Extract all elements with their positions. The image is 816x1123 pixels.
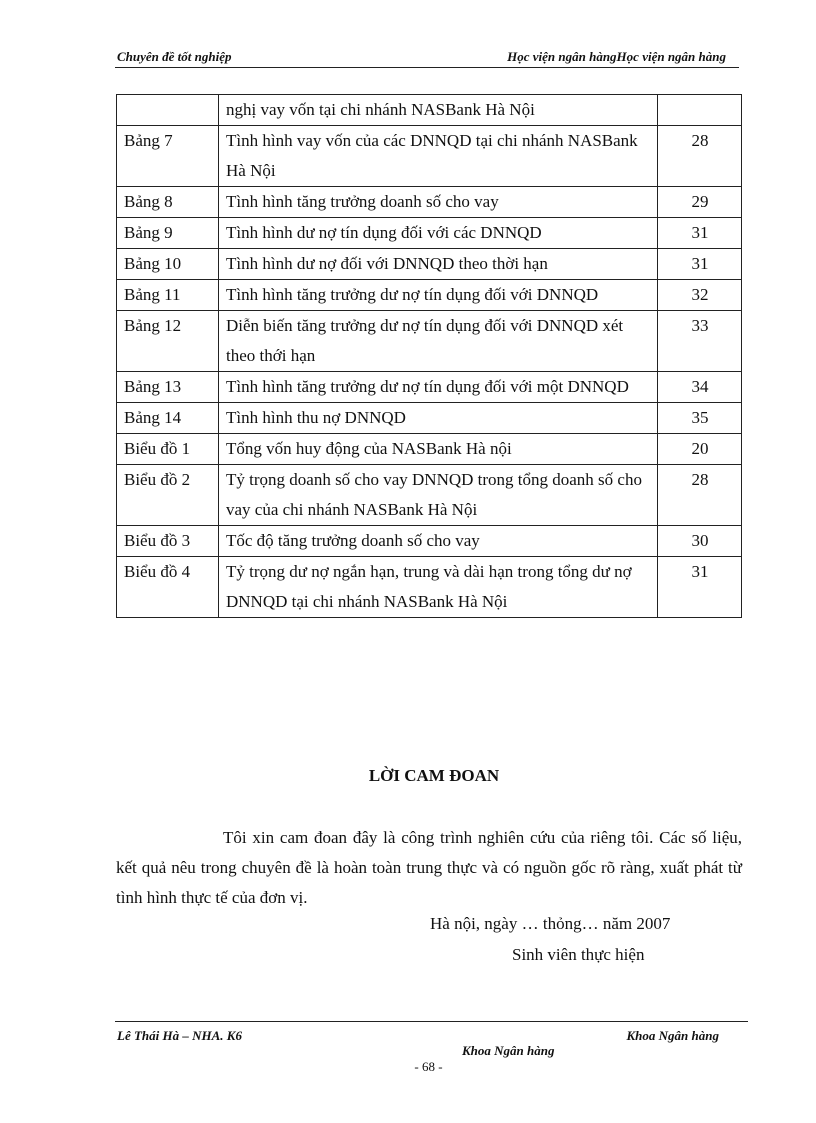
table-row xyxy=(117,372,742,403)
table-row xyxy=(117,557,742,618)
row-description: Tình hình dư nợ đối với DNNQD theo thời hạn xyxy=(219,249,658,280)
row-description: Tỷ trọng doanh số cho vay DNNQD trong tổng doanh số cho vay của chi nhánh NASBank Hà Nội xyxy=(219,465,658,526)
table-of-contents xyxy=(116,94,742,618)
row-description: Tình hình tăng trưởng dư nợ tín dụng đối với DNNQD xyxy=(219,280,658,311)
row-page-number: 28 xyxy=(658,465,742,526)
table-row xyxy=(117,526,742,557)
row-label: Bảng 11 xyxy=(117,280,219,311)
row-label: Bảng 12 xyxy=(117,311,219,372)
footer-divider xyxy=(115,1021,748,1022)
footer-department: Khoa Ngân hàng xyxy=(626,1028,719,1043)
table-row xyxy=(117,403,742,434)
row-description: Tốc độ tăng trưởng doanh số cho vay xyxy=(219,526,658,557)
header-right: Học viện ngân hàngHọc viện ngân hàng xyxy=(507,49,726,64)
row-label: Biểu đồ 2 xyxy=(117,465,219,526)
page-number: - 68 - xyxy=(414,1059,443,1074)
row-page-number: 31 xyxy=(658,557,742,618)
table-row xyxy=(117,311,742,372)
declaration-title: LỜI CAM ĐOAN xyxy=(368,766,500,785)
row-description: Tình hình dư nợ tín dụng đối với các DNNQD xyxy=(219,218,658,249)
row-page-number: 28 xyxy=(658,126,742,187)
row-page-number: 31 xyxy=(658,249,742,280)
row-page-number xyxy=(658,95,742,126)
row-label: Bảng 9 xyxy=(117,218,219,249)
row-page-number: 30 xyxy=(658,526,742,557)
row-page-number: 29 xyxy=(658,187,742,218)
header-left: Chuyên đề tốt nghiệp xyxy=(117,49,232,64)
row-label: Bảng 13 xyxy=(117,372,219,403)
table-row xyxy=(117,95,742,126)
row-label: Bảng 14 xyxy=(117,403,219,434)
table-row xyxy=(117,280,742,311)
footer-department-repeat: Khoa Ngân hàng xyxy=(462,1043,555,1058)
row-page-number: 31 xyxy=(658,218,742,249)
row-label: Bảng 7 xyxy=(117,126,219,187)
row-label: Biểu đồ 1 xyxy=(117,434,219,465)
table-row xyxy=(117,126,742,187)
row-page-number: 33 xyxy=(658,311,742,372)
footer-author: Lê Thái Hà – NHA. K6 xyxy=(117,1028,242,1043)
row-label: Bảng 10 xyxy=(117,249,219,280)
declaration-signature: Sinh viên thực hiện xyxy=(512,945,645,964)
table-row xyxy=(117,187,742,218)
header-divider xyxy=(115,67,739,68)
table-row xyxy=(117,249,742,280)
table-row xyxy=(117,465,742,526)
row-page-number: 34 xyxy=(658,372,742,403)
row-page-number: 32 xyxy=(658,280,742,311)
row-page-number: 35 xyxy=(658,403,742,434)
row-description: Tổng vốn huy động của NASBank Hà nội xyxy=(219,434,658,465)
row-description: Tình hình vay vốn của các DNNQD tại chi nhánh NASBank Hà Nội xyxy=(219,126,658,187)
table-row xyxy=(117,218,742,249)
table-row xyxy=(117,434,742,465)
declaration-body: Tôi xin cam đoan đây là công trình nghiên cứu của riêng tôi. Các số liệu, kết quả nêu trong chuyên đề là hoàn toàn trung thực và có nguồn gốc rõ ràng, xuất phát từ tình hình thực tế của đơn vị. xyxy=(116,828,742,907)
row-label: Biểu đồ 4 xyxy=(117,557,219,618)
row-description: Diễn biến tăng trưởng dư nợ tín dụng đối với DNNQD xét theo thới hạn xyxy=(219,311,658,372)
row-description: Tình hình thu nợ DNNQD xyxy=(219,403,658,434)
row-label: Biểu đồ 3 xyxy=(117,526,219,557)
row-label xyxy=(117,95,219,126)
row-description: nghị vay vốn tại chi nhánh NASBank Hà Nội xyxy=(219,95,658,126)
row-page-number: 20 xyxy=(658,434,742,465)
row-description: Tình hình tăng trưởng dư nợ tín dụng đối với một DNNQD xyxy=(219,372,658,403)
declaration-date: Hà nội, ngày … thỏng… năm 2007 xyxy=(430,914,671,933)
row-label: Bảng 8 xyxy=(117,187,219,218)
row-description: Tình hình tăng trưởng doanh số cho vay xyxy=(219,187,658,218)
row-description: Tỷ trọng dư nợ ngắn hạn, trung và dài hạn trong tổng dư nợ DNNQD tại chi nhánh NASBank Hà Nội xyxy=(219,557,658,618)
